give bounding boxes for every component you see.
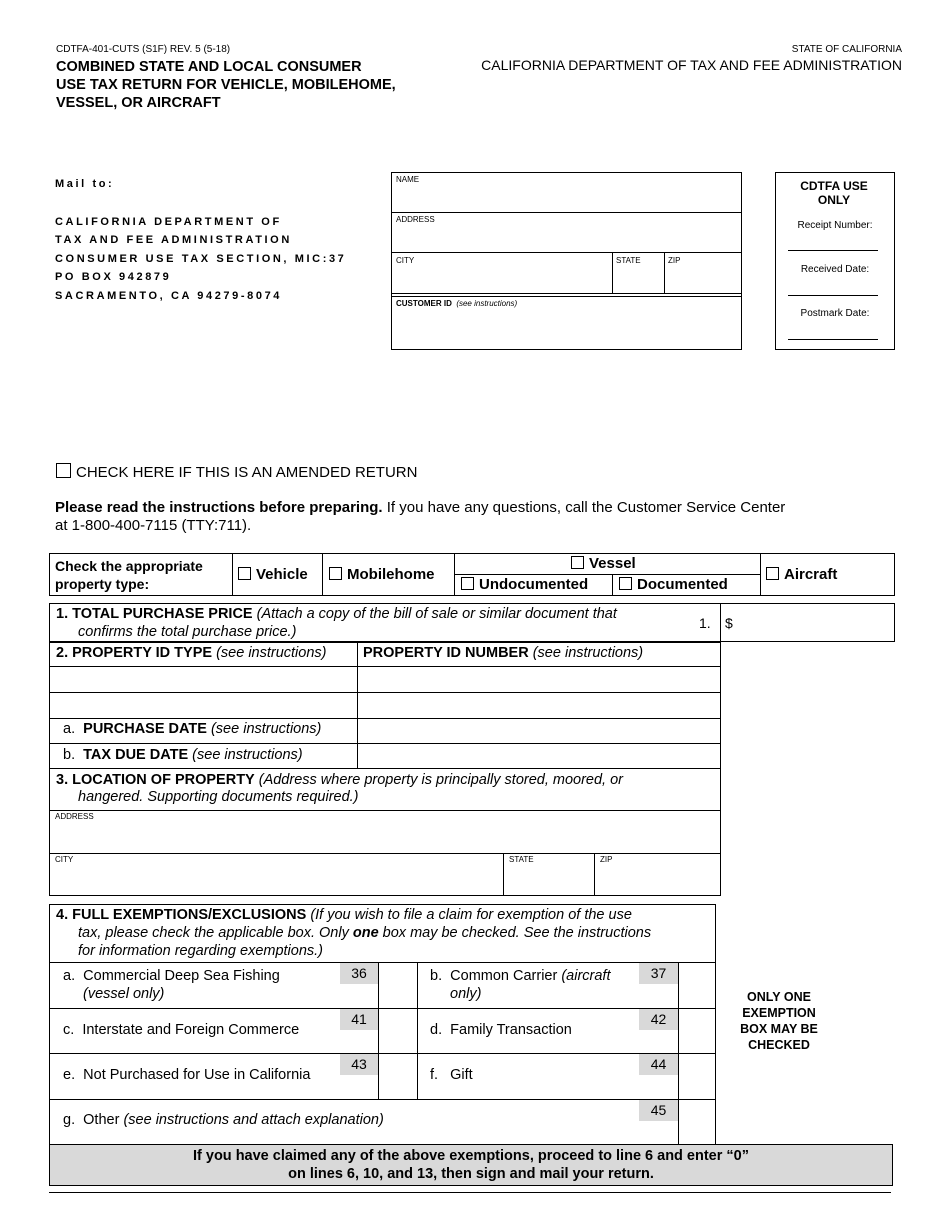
city-field-label: CITY (396, 256, 415, 265)
location-of-property-label: 3. LOCATION OF PROPERTY (Address where property is principally stored, moored, or hangered. Supporting documents required.) (56, 772, 624, 805)
tax-due-date-label: b. TAX DUE DATE (see instructions) (63, 747, 303, 763)
exemption-g-label: g. Other (see instructions and attach explanation) (63, 1112, 384, 1128)
exemption-e-checkbox[interactable] (380, 1055, 416, 1098)
property-type-label: Check the appropriate property type: (55, 558, 203, 592)
undocumented-option: Undocumented (461, 576, 588, 593)
zip-field[interactable] (666, 267, 740, 291)
form-title: COMBINED STATE AND LOCAL CONSUMER USE TAX RETURN FOR VEHICLE, MOBILEHOME, VESSEL, OR AIRCRAFT (56, 59, 396, 111)
purchase-date-label: a. PURCHASE DATE (see instructions) (63, 721, 322, 737)
location-address-label: ADDRESS (55, 812, 94, 821)
customer-id-label: CUSTOMER ID (see instructions) (396, 299, 518, 308)
exemption-c-code: 41 (340, 1009, 378, 1030)
exemption-e-label: e. Not Purchased for Use in California (63, 1067, 311, 1083)
location-state-input[interactable] (505, 866, 592, 894)
property-id-type-input-1[interactable] (51, 668, 355, 690)
instructions-text: Please read the instructions before preparing. If you have any questions, call the Customer Service Center at 1-800-400-7115 (TTY:711). (55, 499, 786, 534)
location-city-label: CITY (55, 855, 74, 864)
exemption-b-label: b. Common Carrier (aircraft only) (430, 968, 611, 1002)
exemption-f-checkbox[interactable] (680, 1055, 715, 1098)
mail-to-line: CALIFORNIA DEPARTMENT OF (55, 216, 282, 228)
exemption-f-label: f. Gift (430, 1067, 473, 1083)
dollar-sign: $ (725, 615, 733, 631)
state-label: STATE OF CALIFORNIA (791, 44, 902, 55)
aircraft-option: Aircraft (766, 566, 837, 583)
only-one-exemption-note: ONLY ONE EXEMPTION BOX MAY BE CHECKED (740, 990, 818, 1052)
exemption-c-checkbox[interactable] (380, 1010, 416, 1052)
exemption-d-checkbox[interactable] (680, 1010, 715, 1052)
exemption-b-checkbox[interactable] (680, 964, 715, 1007)
received-date-label: Received Date: (800, 264, 870, 275)
exemption-instruction-text: If you have claimed any of the above exemptions, proceed to line 6 and enter “0” on lines 6, 10, and 13, then sign and mail your return. (193, 1148, 749, 1182)
property-id-number-input-1[interactable] (359, 668, 719, 690)
amended-return-checkbox[interactable] (56, 463, 71, 478)
mail-to-line: SACRAMENTO, CA 94279-8074 (55, 290, 283, 302)
customer-id-field[interactable] (393, 310, 739, 348)
zip-field-label: ZIP (668, 256, 681, 265)
exemption-a-label: a. Commercial Deep Sea Fishing (vessel only) (63, 968, 280, 1002)
department-name: CALIFORNIA DEPARTMENT OF TAX AND FEE ADMINISTRATION (481, 57, 902, 73)
amended-return-row (56, 463, 417, 481)
property-id-number-header: PROPERTY ID NUMBER (see instructions) (363, 645, 644, 661)
name-field[interactable] (393, 186, 739, 210)
exemption-d-code: 42 (639, 1009, 678, 1030)
tax-due-date-input[interactable] (359, 745, 719, 767)
property-id-type-input-2[interactable] (51, 694, 355, 716)
address-field[interactable] (393, 226, 739, 250)
name-field-label: NAME (396, 175, 420, 184)
purchase-date-input[interactable] (359, 720, 719, 742)
exemption-g-checkbox[interactable] (680, 1101, 715, 1144)
location-zip-input[interactable] (596, 866, 719, 894)
exemption-g-code: 45 (639, 1100, 678, 1121)
state-field-label: STATE (616, 256, 641, 265)
undocumented-checkbox[interactable] (461, 577, 474, 590)
city-field[interactable] (393, 267, 610, 291)
aircraft-checkbox[interactable] (766, 567, 779, 580)
exemption-a-code: 36 (340, 963, 378, 984)
exemption-d-label: d. Family Transaction (430, 1022, 572, 1038)
property-id-number-input-2[interactable] (359, 694, 719, 716)
location-zip-label: ZIP (600, 855, 613, 864)
mobilehome-checkbox[interactable] (329, 567, 342, 580)
documented-checkbox[interactable] (619, 577, 632, 590)
exemption-f-code: 44 (639, 1054, 678, 1075)
state-field[interactable] (614, 267, 662, 291)
line1-number: 1. (699, 615, 711, 631)
mobilehome-option: Mobilehome (329, 566, 435, 583)
documented-option: Documented (619, 576, 728, 593)
vehicle-checkbox[interactable] (238, 567, 251, 580)
property-id-type-header: 2. PROPERTY ID TYPE (see instructions) (56, 645, 327, 661)
postmark-date-label: Postmark Date: (800, 308, 870, 319)
exemption-e-code: 43 (340, 1054, 378, 1075)
total-purchase-price-input[interactable] (740, 606, 890, 639)
location-address-input[interactable] (51, 823, 719, 851)
exemptions-header: 4. FULL EXEMPTIONS/EXCLUSIONS (If you wish to file a claim for exemption of the use tax, please check the applicable box. Only one box may be checked. See the instructions for information regarding exemptions.) (56, 907, 652, 959)
exemption-c-label: c. Interstate and Foreign Commerce (63, 1022, 300, 1038)
exemption-b-code: 37 (639, 963, 678, 984)
office-use-title: CDTFA USE ONLY (800, 179, 868, 207)
vehicle-option: Vehicle (238, 566, 308, 583)
location-city-input[interactable] (51, 866, 501, 894)
vessel-checkbox[interactable] (571, 556, 584, 569)
mail-to-line: PO BOX 942879 (55, 271, 172, 283)
mail-to-line: TAX AND FEE ADMINISTRATION (55, 234, 292, 246)
receipt-number-label: Receipt Number: (797, 220, 873, 231)
mail-to-line: CONSUMER USE TAX SECTION, MIC:37 (55, 253, 347, 265)
form-id: CDTFA-401-CUTS (S1F) REV. 5 (5-18) (56, 44, 231, 55)
location-state-label: STATE (509, 855, 534, 864)
exemption-a-checkbox[interactable] (380, 964, 416, 1007)
mail-to-label: Mail to: (55, 178, 115, 190)
address-field-label: ADDRESS (396, 215, 435, 224)
vessel-option: Vessel (571, 555, 636, 572)
bottom-rule (49, 1192, 891, 1193)
amended-return-label: CHECK HERE IF THIS IS AN AMENDED RETURN (76, 464, 418, 481)
total-purchase-price-label: 1. TOTAL PURCHASE PRICE (Attach a copy of the bill of sale or similar document that confirms the total purchase price.) (56, 606, 617, 640)
